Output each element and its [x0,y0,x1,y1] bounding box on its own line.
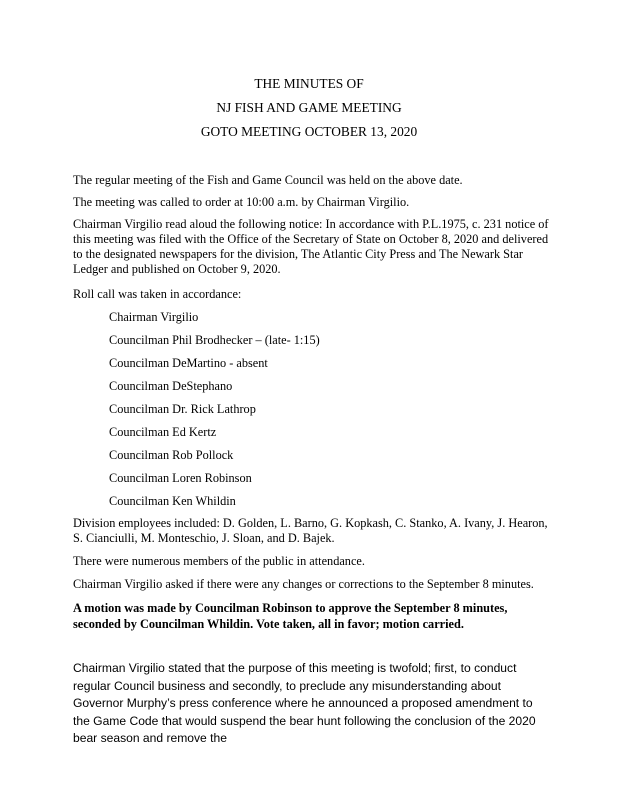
paragraph-public-attendance: There were numerous members of the public in attendance. [73,554,365,568]
motion-statement: A motion was made by Councilman Robinson to approve the September 8 minutes, seconded by Councilman Whildin. Vote taken, all in favor; motion carried. [73,601,508,631]
roll-call-item: Councilman Ken Whildin [109,494,236,508]
roll-call-item: Councilman DeStephano [109,379,233,393]
title-line-3: GOTO MEETING OCTOBER 13, 2020 [200,124,418,139]
paragraph-purpose: Chairman Virgilio stated that the purpose of this meeting is twofold; first, to conduct regular Council business and secondly, to preclude any misunderstanding about Governor Murphy’s press conference where he announced a proposed amendment to the Game Code that would suspend the bear hunt following the conclusion of the 2020 bear season and remove the [73,661,536,745]
paragraph-changes: Chairman Virgilio asked if there were any changes or corrections to the September 8 minutes. [73,577,534,591]
paragraph-notice: Chairman Virgilio read aloud the following notice: In accordance with P.L.1975, c. 231 notice of this meeting was filed with the Office of the Secretary of State on October 8, 2020 and delivered to the designated newspapers for the division, The Atlantic City Press and The Newark Star Ledger and published on October 9, 2020. [73,217,549,276]
paragraph-held: The regular meeting of the Fish and Game Council was held on the above date. [73,173,463,187]
roll-call-item: Chairman Virgilio [109,310,199,324]
title-line-2: NJ FISH AND GAME MEETING [216,100,402,115]
paragraph-roll-call-intro: Roll call was taken in accordance: [73,287,242,301]
roll-call-item: Councilman Phil Brodhecker – (late- 1:15) [109,333,320,347]
roll-call-item: Councilman Loren Robinson [109,471,252,485]
roll-call-item: Councilman Rob Pollock [109,448,234,462]
paragraph-division-employees: Division employees included: D. Golden, L. Barno, G. Kopkash, C. Stanko, A. Ivany, J. Hearon, S. Cianciulli, M. Monteschio, J. Sloan, and D. Bajek. [73,516,548,545]
roll-call-item: Councilman Dr. Rick Lathrop [109,402,256,416]
title-line-1: THE MINUTES OF [254,76,364,91]
paragraph-called-to-order: The meeting was called to order at 10:00 a.m. by Chairman Virgilio. [73,195,410,209]
roll-call-item: Councilman Ed Kertz [109,425,217,439]
roll-call-item: Councilman DeMartino - absent [109,356,268,370]
